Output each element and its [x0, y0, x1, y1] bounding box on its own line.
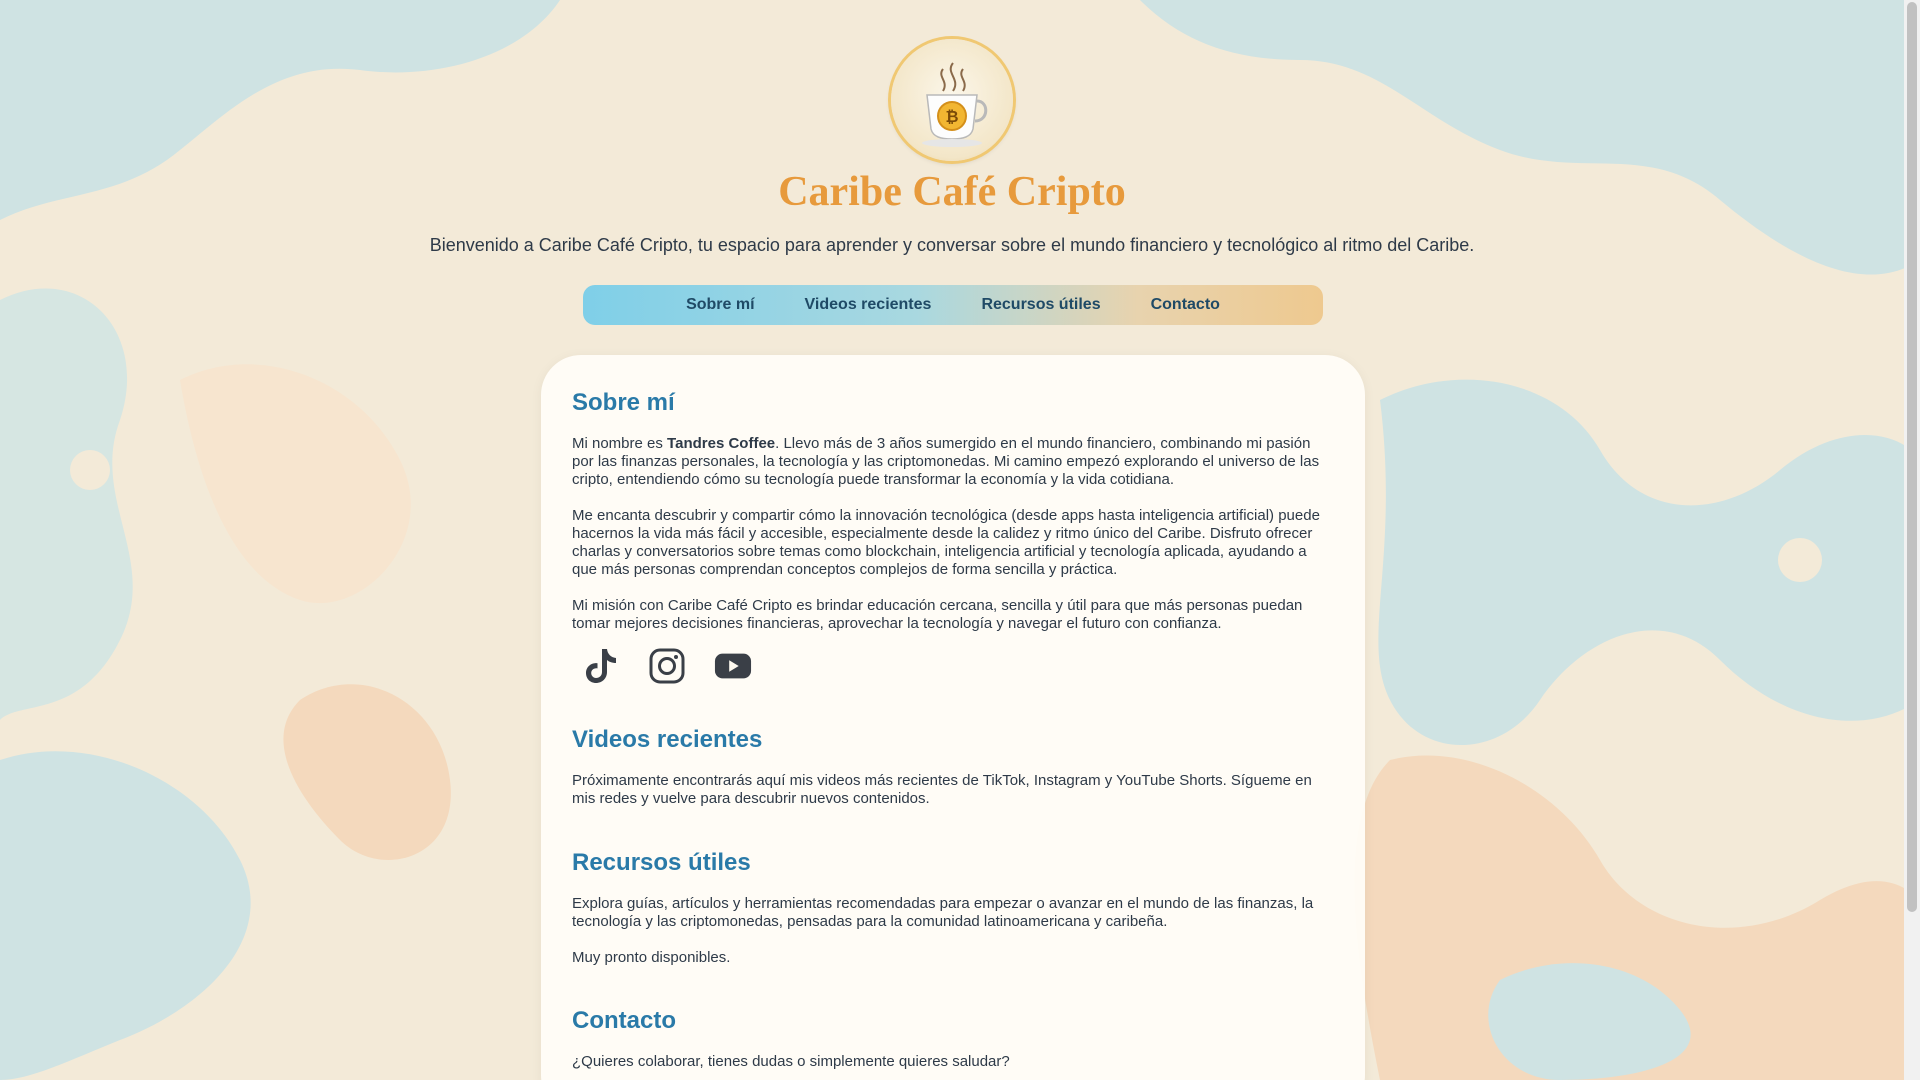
scrollbar-thumb[interactable] [1907, 2, 1917, 912]
about-paragraph-1 [572, 435, 1334, 489]
about-paragraph-2: Me encanta descubrir y compartir cómo la innovación tecnológica (desde apps hasta inteligencia artificial) puede hacernos la vida más fácil y accesible, especialmente desde la calidez y ritmo único del Caribe. Disfruto ofrecer charlas y conversatorios sobre temas como blockchain, inteligencia artificial y tecnología aplicada, ayudando a que más personas comprendan conceptos complejos de forma sencilla y práctica. [572, 507, 1320, 578]
about-p1-prefix: Mi nombre es [572, 435, 668, 452]
social-links [582, 647, 752, 685]
about-p1-rest: . Llevo más de 3 años sumergido en el mundo financiero, combinando mi pasión por las finanzas personales, la tecnología y las criptomonedas. Mi camino empezó explorando el universo de las cripto, entendiendo cómo su tecnología puede transformar la economía y la vida cotidiana. [572, 435, 1320, 488]
videos-paragraph: Próximamente encontrarás aquí mis videos más recientes de TikTok, Instagram y YouTube Shorts. Sígueme en mis redes y vuelve para descubrir nuevos contenidos. [572, 772, 1312, 807]
nav-item-recursos-utiles[interactable]: Recursos útiles [981, 296, 1101, 313]
section-heading-sobre-mi: Sobre mí [572, 389, 675, 416]
page-scrollbar[interactable] [1904, 0, 1920, 1080]
site-title: Caribe Café Cripto [778, 169, 1126, 215]
content-card [541, 355, 1365, 1080]
section-heading-contacto: Contacto [572, 1007, 676, 1034]
svg-text:₿: ₿ [945, 107, 959, 126]
instagram-icon[interactable] [648, 647, 686, 685]
about-paragraph-3: Mi misión con Caribe Café Cripto es brindar educación cercana, sencilla y útil para que más personas puedan tomar mejores decisiones financieras, aprovechar la tecnología y navegar el futuro con confianza. [572, 597, 1303, 632]
resources-paragraph-2: Muy pronto disponibles. [572, 949, 731, 966]
resources-paragraph-1: Explora guías, artículos y herramientas recomendadas para empezar o avanzar en el mundo de las finanzas, la tecnología y las criptomonedas, pensadas para la comunidad latinoamericana y caribeña. [572, 895, 1314, 930]
nav-item-videos-recientes[interactable]: Videos recientes [804, 296, 932, 313]
author-name: Tandres Coffee [667, 435, 776, 452]
main-nav [583, 285, 1323, 325]
section-heading-videos-recientes: Videos recientes [572, 726, 763, 753]
contact-paragraph: ¿Quieres colaborar, tienes dudas o simplemente quieres saludar? [572, 1053, 1010, 1070]
tiktok-icon[interactable] [582, 647, 620, 685]
tagline: Bienvenido a Caribe Café Cripto, tu espacio para aprender y conversar sobre el mundo financiero y tecnológico al ritmo del Caribe. [429, 235, 1475, 255]
coffee-cup-bitcoin-icon [891, 39, 1013, 161]
nav-item-contacto[interactable]: Contacto [1150, 296, 1220, 313]
nav-item-sobre-mi[interactable]: Sobre mí [686, 296, 755, 313]
youtube-icon[interactable] [714, 647, 752, 685]
section-heading-recursos-utiles: Recursos útiles [572, 849, 751, 876]
